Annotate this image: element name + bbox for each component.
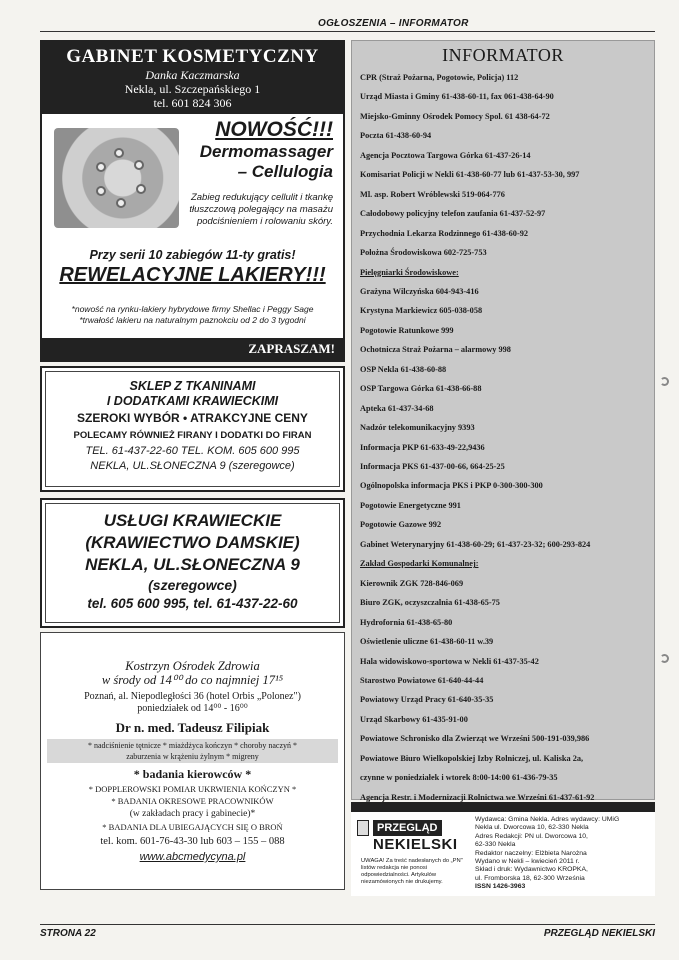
informator-row-text: CPR (Straż Pożarna, Pogotowie, Policja) 112 — [360, 73, 519, 82]
sklep-line-2: I DODATKAMI KRAWIECKIMI — [106, 394, 279, 408]
informator-row — [360, 656, 652, 667]
informator-row-text: Powiatowy Urząd Pracy 61-640-35-35 — [360, 695, 494, 705]
informator-row — [360, 208, 652, 219]
magazine-name: PRZEGLĄD NEKIELSKI — [543, 928, 655, 939]
informator-row-text: Oświetlenie uliczne 61-438-60-11 w.39 — [360, 637, 494, 647]
informator-row — [360, 578, 652, 589]
ad-header — [42, 42, 343, 114]
informator-row — [360, 694, 652, 705]
informator-row-text: czynne w poniedziałek i wtorek 8:00-14:00 61-436-79-35 — [360, 773, 558, 783]
note-2: *trwałość lakieru na naturalnym paznokciu od 2 do 3 tygodni — [79, 315, 306, 325]
informator-row-text: Informacja PKS 61-437-00-66, 664-25-25 — [360, 462, 505, 471]
informator-row — [360, 364, 652, 375]
ad-address: Nekla, ul. Szczepańskiego 1 — [124, 82, 261, 96]
product-line-2: – Cellulogia — [237, 162, 333, 181]
informator-row — [360, 500, 652, 511]
ad-uslugi-krawieckie — [40, 498, 345, 628]
informator-row-text: Miejsko-Gminny Ośrodek Pomocy Spol. 61 438-64-72 — [360, 111, 550, 121]
informator-row — [360, 733, 652, 744]
okresowe-line: * BADANIA OKRESOWE PRACOWNIKÓW — [111, 796, 274, 806]
sklep-line-6: NEKLA, UL.SŁONECZNA 9 (szeregowce) — [90, 460, 295, 472]
informator-row — [360, 169, 652, 180]
informator-row-text: Położna Środowiskowa 602-725-753 — [360, 248, 487, 258]
informator-row — [360, 286, 652, 297]
informator-row-text: Krystyna Markiewicz 605-038-058 — [360, 306, 483, 316]
informator-row — [360, 72, 652, 83]
informator-row — [360, 247, 652, 258]
uslugi-line-3: NEKLA, UL.SŁONECZNA 9 — [85, 555, 300, 574]
publisher-box — [351, 802, 655, 896]
symptoms-line-2: zaburzenia w krążeniu żylnym * migreny — [126, 752, 259, 761]
pub-line-5: Redaktor naczelny: Elżbieta Narożna — [475, 849, 587, 857]
informator-row-text: Całodobowy policyjny telefon zaufania 61-437-52-97 — [360, 209, 546, 219]
informator-row-text: Poczta 61-438-60-94 — [360, 131, 432, 141]
informator-row — [360, 539, 652, 550]
informator-row-text: Gabinet Weterynaryjny 61-438-60-29; 61-437-23-32; 600-293-824 — [360, 539, 591, 549]
informator-row — [360, 305, 652, 316]
nowosc-heading: NOWOŚĆ!!! — [215, 118, 333, 141]
ad-title: GABINET KOSMETYCZNY — [66, 46, 319, 67]
informator-row — [360, 558, 652, 569]
informator-row-text: Powiatowe Schronisko dla Zwierząt we Wrześni 500-191-039,986 — [360, 734, 590, 744]
lakiery-heading: REWELACYJNE LAKIERY!!! — [59, 264, 326, 286]
informator-row — [360, 714, 652, 725]
informator-row — [360, 130, 652, 141]
pub-line-1: Wydawca: Gmina Nekla. Adres wydawcy: UMiG — [475, 816, 620, 823]
pub-line-9: ISSN 1426-3963 — [475, 883, 526, 891]
product-name — [200, 142, 333, 182]
informator-row-text: Biuro ZGK, oczyszczalnia 61-438-65-75 — [360, 598, 500, 608]
symptoms-box — [47, 739, 338, 763]
uslugi-line-5: tel. 605 600 995, tel. 61-437-22-60 — [87, 596, 298, 611]
informator-row-text: Agencja Restr. i Modernizacji Rolnictwa we Wrześni 61-437-61-92 — [360, 792, 595, 802]
informator-row-text: Ogólnopolska informacja PKS i PKP 0-300-300-300 — [360, 481, 543, 491]
informator-row-text: Informacja PKP 61-633-49-22,9436 — [360, 442, 485, 452]
informator-row — [360, 403, 652, 414]
informator-panel — [351, 40, 655, 800]
informator-row — [360, 675, 652, 686]
informator-row-text: Przychodnia Lekarza Rodzinnego 61-438-60-92 — [360, 228, 528, 238]
ad-sklep-tkaniny — [40, 366, 345, 492]
informator-row — [360, 597, 652, 608]
doctor-name: Dr n. med. Tadeusz Filipiak — [115, 720, 270, 735]
uslugi-line-1: USŁUGI KRAWIECKIE — [103, 511, 282, 530]
ad-lekarz — [40, 632, 345, 890]
informator-row — [360, 792, 652, 803]
informator-row-text: Hala widowiskowo-sportowa w Nekli 61-437-35-42 — [360, 656, 539, 666]
pub-line-7: Skład i druk: Wydawnictwo KROPKA, — [475, 866, 588, 874]
informator-row-text: Pielęgniarki Środowiskowe: — [360, 267, 459, 277]
doppler-line: * DOPPLEROWSKI POMIAR UKRWIENIA KOŃCZYN * — [88, 784, 297, 794]
lekarz-phone: tel. kom. 601-76-43-30 lub 603 – 155 – 088 — [100, 836, 285, 847]
informator-row — [360, 461, 652, 472]
ad-owner: Danka Kaczmarska — [145, 68, 240, 82]
informator-row — [360, 753, 652, 764]
informator-row — [360, 344, 652, 355]
lekarz-line-2: w środy od 14⁰⁰ do co najmniej 17¹⁵ — [101, 673, 284, 687]
przeglad-logo — [357, 818, 465, 853]
binder-ring-icon — [660, 377, 669, 386]
sklep-line-3: SZEROKI WYBÓR • ATRAKCYJNE CENY — [77, 411, 308, 425]
informator-title: INFORMATOR — [442, 45, 564, 65]
lekarz-website[interactable]: www.abcmedycyna.pl — [139, 851, 246, 863]
pub-line-6: Wydano w Nekli – kwiecień 2011 r. — [475, 858, 580, 866]
bron-line: * BADANIA DLA UBIEGAJĄCYCH SIĘ O BROŃ — [102, 822, 283, 832]
informator-row-text: Starostwo Powiatowe 61-640-44-44 — [360, 675, 484, 685]
informator-row — [360, 150, 652, 161]
sklep-line-1: SKLEP Z TKANINAMI — [129, 379, 256, 393]
informator-row — [360, 267, 652, 278]
informator-row — [360, 617, 652, 628]
informator-row-text: OSP Targowa Górka 61-438-66-88 — [360, 384, 482, 394]
pub-line-8: ul. Fromborska 18, 62-300 Września — [475, 874, 585, 882]
uslugi-line-2: (KRAWIECTWO DAMSKIE) — [85, 533, 300, 552]
informator-row-text: Agencja Pocztowa Targowa Górka 61-437-26-14 — [360, 150, 531, 160]
informator-row-text: Powiatowe Biuro Wielkopolskiej Izby Rolniczej, ul. Kaliska 2a, — [360, 753, 584, 763]
zapraszam-banner: ZAPRASZAM! — [42, 338, 343, 360]
symptoms-line-1: * nadciśnienie tętnicze * miażdżyca kończyn * choroby naczyń * — [87, 741, 298, 750]
binder-ring-icon — [660, 654, 669, 663]
informator-row — [360, 383, 652, 394]
promo-text: Przy serii 10 zabiegów 11-ty gratis! — [89, 248, 296, 262]
lekarz-line-3: Poznań, al. Niepodległości 36 (hotel Orbis „Polonez") — [84, 691, 301, 702]
publisher-info — [475, 816, 651, 892]
informator-row — [360, 111, 652, 122]
ad-gabinet-kosmetyczny — [40, 40, 345, 362]
product-line-1: Dermomassager — [199, 142, 333, 161]
lekarz-line-4: poniedziałek od 14⁰⁰ - 16⁰⁰ — [137, 703, 248, 714]
lekarz-line-1: Kostrzyn Ośrodek Zdrowia — [125, 659, 260, 673]
page-header — [40, 18, 655, 32]
zaklady-line: (w zakładach pracy i gabinecie)* — [129, 809, 256, 819]
informator-row-text: Ml. asp. Robert Wróblewski 519-064-776 — [360, 189, 505, 199]
informator-row-text: Zakład Gospodarki Komunalnej: — [360, 559, 479, 569]
logo-top: PRZEGLĄD — [373, 820, 442, 836]
informator-row-text: Kierownik ZGK 728-846-069 — [360, 578, 464, 588]
sklep-line-5: TEL. 61-437-22-60 TEL. KOM. 605 600 995 — [85, 445, 300, 457]
ad-phone: tel. 601 824 306 — [153, 96, 232, 110]
informator-row-text: Hydrofornia 61-438-65-80 — [360, 617, 453, 627]
page-number: STRONA 22 — [40, 928, 96, 939]
informator-row-text: Pogotowie Energetyczne 991 — [360, 500, 461, 510]
informator-row — [360, 772, 652, 783]
informator-row-text: Apteka 61-437-34-68 — [360, 403, 434, 413]
sklep-line-4: POLECAMY RÓWNIEŻ FIRANY I DODATKI DO FIRAN — [73, 430, 312, 441]
badania-kierowcow: * badania kierowców * — [133, 767, 252, 781]
informator-row — [360, 325, 652, 336]
informator-row — [360, 422, 652, 433]
informator-row-text: OSP Nekla 61-438-60-88 — [360, 364, 447, 374]
page-footer — [40, 924, 655, 938]
informator-row-text: Pogotowie Ratunkowe 999 — [360, 325, 454, 335]
informator-row-text: Urząd Skarbowy 61-435-91-00 — [360, 714, 468, 724]
pub-line-4: 62-330 Nekla — [475, 841, 516, 849]
informator-row — [360, 636, 652, 647]
informator-row-text: Ochotnicza Straż Pożarna – alarmowy 998 — [360, 345, 511, 355]
section-title: OGŁOSZENIA – INFORMATOR — [318, 18, 469, 29]
uslugi-line-4: (szeregowce) — [148, 577, 237, 593]
massager-photo — [54, 128, 179, 228]
informator-row-text: Nadzór telekomunikacyjny 9393 — [360, 423, 475, 433]
note-1: *nowość na rynku-lakiery hybrydowe firmy Shellac i Peggy Sage — [71, 304, 314, 314]
informator-row — [360, 189, 652, 200]
informator-row-text: Grażyna Wilczyńska 604-943-416 — [360, 286, 479, 296]
product-description: Zabieg redukujący cellulit i tkankę tłuszczową polegający na masażu podciśnieniem i rolowaniu skóry. — [189, 192, 333, 227]
pub-line-3: Adres Redakcji: PN ul. Dworcowa 10, — [475, 832, 588, 840]
informator-row-text: Pogotowie Gazowe 992 — [360, 520, 442, 530]
informator-row — [360, 228, 652, 239]
informator-row — [360, 442, 652, 453]
informator-row — [360, 91, 652, 102]
informator-row — [360, 519, 652, 530]
emblem-icon — [357, 820, 369, 836]
informator-row-text: Urząd Miasta i Gminy 61-438-60-11, fax 061-438-64-90 — [360, 92, 554, 102]
informator-row — [360, 480, 652, 491]
logo-bottom: NEKIELSKI — [373, 836, 458, 853]
editorial-notice: UWAGA! Za treść nadesłanych do „PN" listów redakcja nie ponosi odpowiedzialności. Artykułów niezamówionych nie drukujemy. — [361, 858, 463, 885]
informator-row-text: Komisariat Policji w Nekli 61-438-60-77 lub 61-437-53-30, 997 — [360, 170, 580, 180]
pub-line-2: Nekla ul. Dworcowa 10, 62-330 Nekla — [475, 824, 589, 832]
